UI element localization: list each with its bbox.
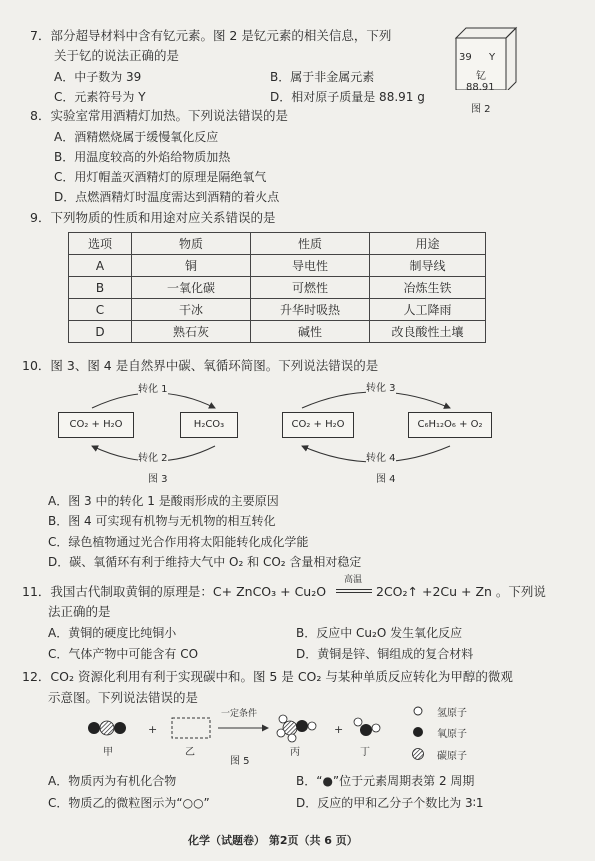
table-cell: 熟石灰: [132, 321, 251, 343]
q11-stem-pre: 11．我国古代制取黄铜的原理是：C+ ZnCO₃ + Cu₂O: [22, 584, 327, 599]
element-mass: 88.91: [466, 82, 495, 93]
q7-option-b: B．属于非金属元素: [270, 70, 375, 84]
q10-option-c: C．绿色植物通过光合作用将太阳能转化成化学能: [48, 535, 309, 549]
table-cell: 铜: [132, 255, 251, 277]
q12-condition: 一定条件: [221, 709, 258, 719]
q11-stem-post: 2CO₂↑ +2Cu + Zn 。下列说: [376, 584, 546, 599]
q9-stem: 9．下列物质的性质和用途对应关系错误的是: [30, 210, 276, 225]
table-header-row: [69, 233, 486, 255]
molecule-jia: [88, 721, 126, 735]
q10-stem: 10．图 3、图 4 是自然界中碳、氧循环简图。下列说法错误的是: [22, 358, 379, 373]
reaction-micro-diagram: [0, 706, 595, 776]
molecule-ding: [354, 718, 380, 736]
table-cell: 导电性: [251, 255, 370, 277]
table-cell: 改良酸性土壤: [370, 321, 486, 343]
q12-option-c: C．物质乙的微粒图示为“○○”: [48, 796, 210, 810]
page-footer: 化学（试题卷） 第2页（共 6 页）: [188, 834, 358, 847]
molecule-bing: [277, 715, 316, 742]
q11-option-b: B．反应中 Cu₂O 发生氧化反应: [296, 626, 463, 640]
q8-option-a: A．酒精燃烧属于缓慢氧化反应: [54, 130, 219, 144]
q7-stem-line2: 关于钇的说法正确的是: [54, 48, 180, 63]
q12-option-d: D．反应的甲和乙分子个数比为 3∶1: [296, 796, 484, 810]
q8-option-d: D．点燃酒精灯时温度需达到酒精的着火点: [54, 190, 280, 204]
element-name: 钇: [476, 71, 486, 82]
table-cell: 可燃性: [251, 277, 370, 299]
fig4-top-label: 转化 3: [366, 379, 396, 394]
q11-condition: 高温: [344, 575, 363, 585]
q7-option-c: C．元素符号为 Y: [54, 90, 146, 104]
fig3-top-label: 转化 1: [138, 380, 168, 395]
legend-oxygen: 氧原子: [437, 729, 467, 740]
label-yi: 乙: [185, 747, 195, 758]
q7-stem-line1: 7．部分超导材料中含有钇元素。图 2 是钇元素的相关信息，下列: [30, 28, 392, 43]
table-cell: A: [69, 255, 132, 277]
legend-carbon: 碳原子: [437, 751, 467, 762]
table-cell: B: [69, 277, 132, 299]
table-row: [69, 255, 486, 277]
q11-equals-line: [336, 592, 372, 593]
table-cell: 升华时吸热: [251, 299, 370, 321]
table-cell: C: [69, 299, 132, 321]
q7-option-d: D．相对原子质量是 88.91 g: [270, 90, 425, 104]
oxygen-atom-icon: [413, 727, 423, 737]
table-header: 选项: [69, 233, 132, 255]
q11-equals-line: [336, 589, 372, 590]
q12-stem-line2: 示意图。下列说法错误的是: [48, 690, 199, 705]
table-cell: 人工降雨: [370, 299, 486, 321]
q12-option-a: A．物质丙为有机化合物: [48, 774, 177, 788]
q7-option-a: A．中子数为 39: [54, 70, 142, 84]
q10-option-b: B．图 4 可实现有机物与无机物的相互转化: [48, 514, 276, 528]
table-cell: 冶炼生铁: [370, 277, 486, 299]
q12-option-b: B．“●”位于元素周期表第 2 周期: [296, 774, 475, 788]
q11-option-c: C．气体产物中可能含有 CO: [48, 647, 199, 661]
fig4-left-box: CO₂ + H₂O: [282, 412, 354, 438]
legend-hydrogen: 氢原子: [437, 708, 467, 719]
molecule-yi-box: [172, 718, 210, 738]
table-cell: 制导线: [370, 255, 486, 277]
fig3-right-box: H₂CO₃: [180, 412, 238, 438]
fig3-bottom-label: 转化 2: [138, 449, 168, 464]
element-atomic-number: 39: [459, 52, 472, 63]
table-header: 性质: [251, 233, 370, 255]
table-cell: 碱性: [251, 321, 370, 343]
table-row: [69, 321, 486, 343]
fig3-left-box: CO₂ + H₂O: [58, 412, 134, 438]
figure-3-label: 图 3: [148, 474, 168, 485]
table-cell: 干冰: [132, 299, 251, 321]
q10-option-d: D．碳、氧循环有利于维持大气中 O₂ 和 CO₂ 含量相对稳定: [48, 555, 362, 569]
figure-2-label: 图 2: [471, 104, 491, 115]
table-cell: D: [69, 321, 132, 343]
q11-option-a: A．黄铜的硬度比纯铜小: [48, 626, 177, 640]
plus-sign: +: [148, 723, 158, 736]
carbon-atom-icon: [413, 749, 424, 760]
table-row: [69, 299, 486, 321]
label-bing: 丙: [290, 747, 300, 758]
fig4-bottom-label: 转化 4: [366, 449, 396, 464]
q11-stem-line2: 法正确的是: [48, 604, 111, 619]
element-cell-figure: [456, 30, 514, 92]
q8-stem: 8．实验室常用酒精灯加热。下列说法错误的是: [30, 108, 288, 123]
q10-option-a: A．图 3 中的转化 1 是酸雨形成的主要原因: [48, 494, 279, 508]
q8-option-c: C．用灯帽盖灭酒精灯的原理是隔绝氧气: [54, 170, 267, 184]
element-symbol: Y: [489, 52, 496, 63]
table-header: 用途: [370, 233, 486, 255]
q9-table: [68, 232, 486, 343]
hydrogen-atom-icon: [414, 707, 422, 715]
fig4-right-box: C₆H₁₂O₆ + O₂: [408, 412, 492, 438]
label-jia: 甲: [103, 747, 113, 758]
q8-option-b: B．用温度较高的外焰给物质加热: [54, 150, 231, 164]
plus-sign: +: [334, 723, 344, 736]
table-header: 物质: [132, 233, 251, 255]
label-ding: 丁: [360, 747, 370, 758]
figure-4-label: 图 4: [376, 474, 396, 485]
q11-option-d: D．黄铜是锌、铜组成的复合材料: [296, 647, 474, 661]
figure-5-label: 图 5: [230, 756, 250, 767]
table-cell: 一氧化碳: [132, 277, 251, 299]
table-row: [69, 277, 486, 299]
q12-stem-line1: 12．CO₂ 资源化利用有利于实现碳中和。图 5 是 CO₂ 与某种单质反应转化为甲醇的微观: [22, 669, 513, 684]
